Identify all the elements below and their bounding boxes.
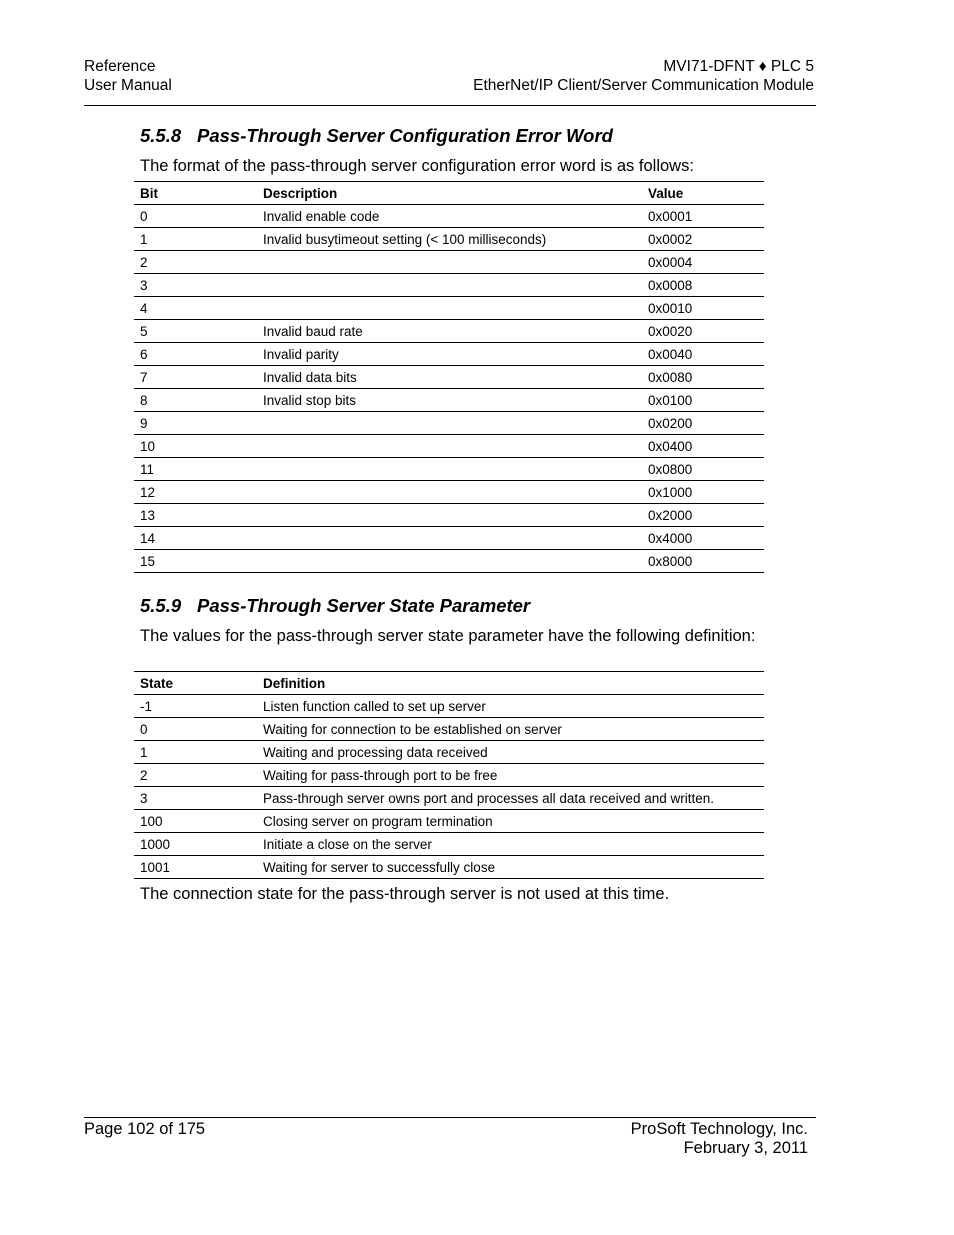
table-cell: 1000 [134,833,257,856]
table-cell [257,412,642,435]
table-cell: 0x0100 [642,389,764,412]
table-cell: Invalid data bits [257,366,642,389]
header-module: EtherNet/IP Client/Server Communication Module [473,77,814,94]
section-title: Pass-Through Server Configuration Error Word [197,125,613,146]
table-cell: Invalid busytimeout setting (< 100 milliseconds) [257,228,642,251]
table-cell [257,527,642,550]
table-cell: Pass-through server owns port and processes all data received and written. [257,787,764,810]
table-row [134,550,764,573]
table-cell: Waiting for server to successfully close [257,856,764,879]
table-cell [257,550,642,573]
table-cell: Waiting for connection to be established on server [257,718,764,741]
table-cell: 2 [134,251,257,274]
header-left [84,57,172,95]
table-cell: Waiting for pass-through port to be free [257,764,764,787]
table-cell: 0x4000 [642,527,764,550]
header-right [400,57,814,95]
table-cell: 0x0800 [642,458,764,481]
header-section-name: Reference [84,58,156,75]
table-cell: Invalid enable code [257,205,642,228]
server-state-table [134,671,764,879]
table-cell: Listen function called to set up server [257,695,764,718]
table-header-row [134,672,764,695]
footer-right [500,1120,808,1158]
table-cell: 1 [134,228,257,251]
table-row [134,251,764,274]
table-cell: 8 [134,389,257,412]
section-number: 5.5.9 [140,595,182,616]
config-error-table [134,181,764,573]
header-rule [84,105,816,106]
table-cell: Waiting and processing data received [257,741,764,764]
table-cell: 0x1000 [642,481,764,504]
table-cell [257,435,642,458]
table-cell [257,274,642,297]
table-cell: 0x0080 [642,366,764,389]
table-row [134,718,764,741]
section-intro: The format of the pass-through server configuration error word is as follows: [140,157,694,175]
footer-date: February 3, 2011 [683,1139,808,1157]
table-cell: 7 [134,366,257,389]
table-cell: 0x0200 [642,412,764,435]
section-heading-config-error-word [140,125,613,147]
table-row [134,435,764,458]
section-heading-server-state [140,595,530,617]
table-row [134,343,764,366]
table-cell: 2 [134,764,257,787]
table-cell: 3 [134,787,257,810]
table-cell: 1001 [134,856,257,879]
table-cell: Closing server on program termination [257,810,764,833]
table-row [134,274,764,297]
table-row [134,764,764,787]
table-cell [257,458,642,481]
table-cell: 14 [134,527,257,550]
table-row [134,741,764,764]
column-header: Bit [134,182,257,205]
table-cell: 100 [134,810,257,833]
table-cell: 6 [134,343,257,366]
section-note: The connection state for the pass-through server is not used at this time. [140,885,670,903]
table-cell: 0 [134,718,257,741]
footer-rule [84,1117,816,1118]
table-row [134,205,764,228]
table-row [134,833,764,856]
table-cell [257,481,642,504]
column-header: Definition [257,672,764,695]
table-cell: 1 [134,741,257,764]
table-cell: 5 [134,320,257,343]
table-cell [257,251,642,274]
table-cell: 0 [134,205,257,228]
table-cell: 0x0040 [642,343,764,366]
table-row [134,695,764,718]
table-row [134,527,764,550]
table-cell: 15 [134,550,257,573]
table-cell: Initiate a close on the server [257,833,764,856]
page-number: Page 102 of 175 [84,1120,206,1138]
section-intro: The values for the pass-through server state parameter have the following definition: [140,627,756,645]
header-product: MVI71-DFNT ♦ PLC 5 [663,58,814,75]
table-row [134,481,764,504]
table-row [134,856,764,879]
table-row [134,412,764,435]
table-row [134,297,764,320]
table-cell [257,504,642,527]
table-cell: 12 [134,481,257,504]
table-header-row [134,182,764,205]
table-cell: Invalid stop bits [257,389,642,412]
table-cell: 9 [134,412,257,435]
table-cell [257,297,642,320]
table-row [134,504,764,527]
table-row [134,458,764,481]
table-cell: 10 [134,435,257,458]
table-cell: 0x8000 [642,550,764,573]
footer-company: ProSoft Technology, Inc. [630,1120,808,1138]
table-row [134,787,764,810]
section-title: Pass-Through Server State Parameter [197,595,531,616]
table-cell: 0x0020 [642,320,764,343]
table-cell: 0x0004 [642,251,764,274]
table-cell: 11 [134,458,257,481]
config-error-table-body [134,205,764,573]
table-cell: Invalid parity [257,343,642,366]
table-row [134,810,764,833]
table-cell: 0x2000 [642,504,764,527]
column-header: Description [257,182,642,205]
table-row [134,320,764,343]
table-cell: 4 [134,297,257,320]
table-cell: 0x0002 [642,228,764,251]
table-row [134,228,764,251]
table-cell: -1 [134,695,257,718]
table-row [134,366,764,389]
table-cell: 3 [134,274,257,297]
table-cell: Invalid baud rate [257,320,642,343]
table-cell: 0x0008 [642,274,764,297]
header-doc-type: User Manual [84,77,172,94]
table-cell: 0x0001 [642,205,764,228]
table-cell: 0x0400 [642,435,764,458]
column-header: Value [642,182,764,205]
table-cell: 0x0010 [642,297,764,320]
table-cell: 13 [134,504,257,527]
section-number: 5.5.8 [140,125,182,146]
column-header: State [134,672,257,695]
server-state-table-body [134,695,764,879]
table-row [134,389,764,412]
